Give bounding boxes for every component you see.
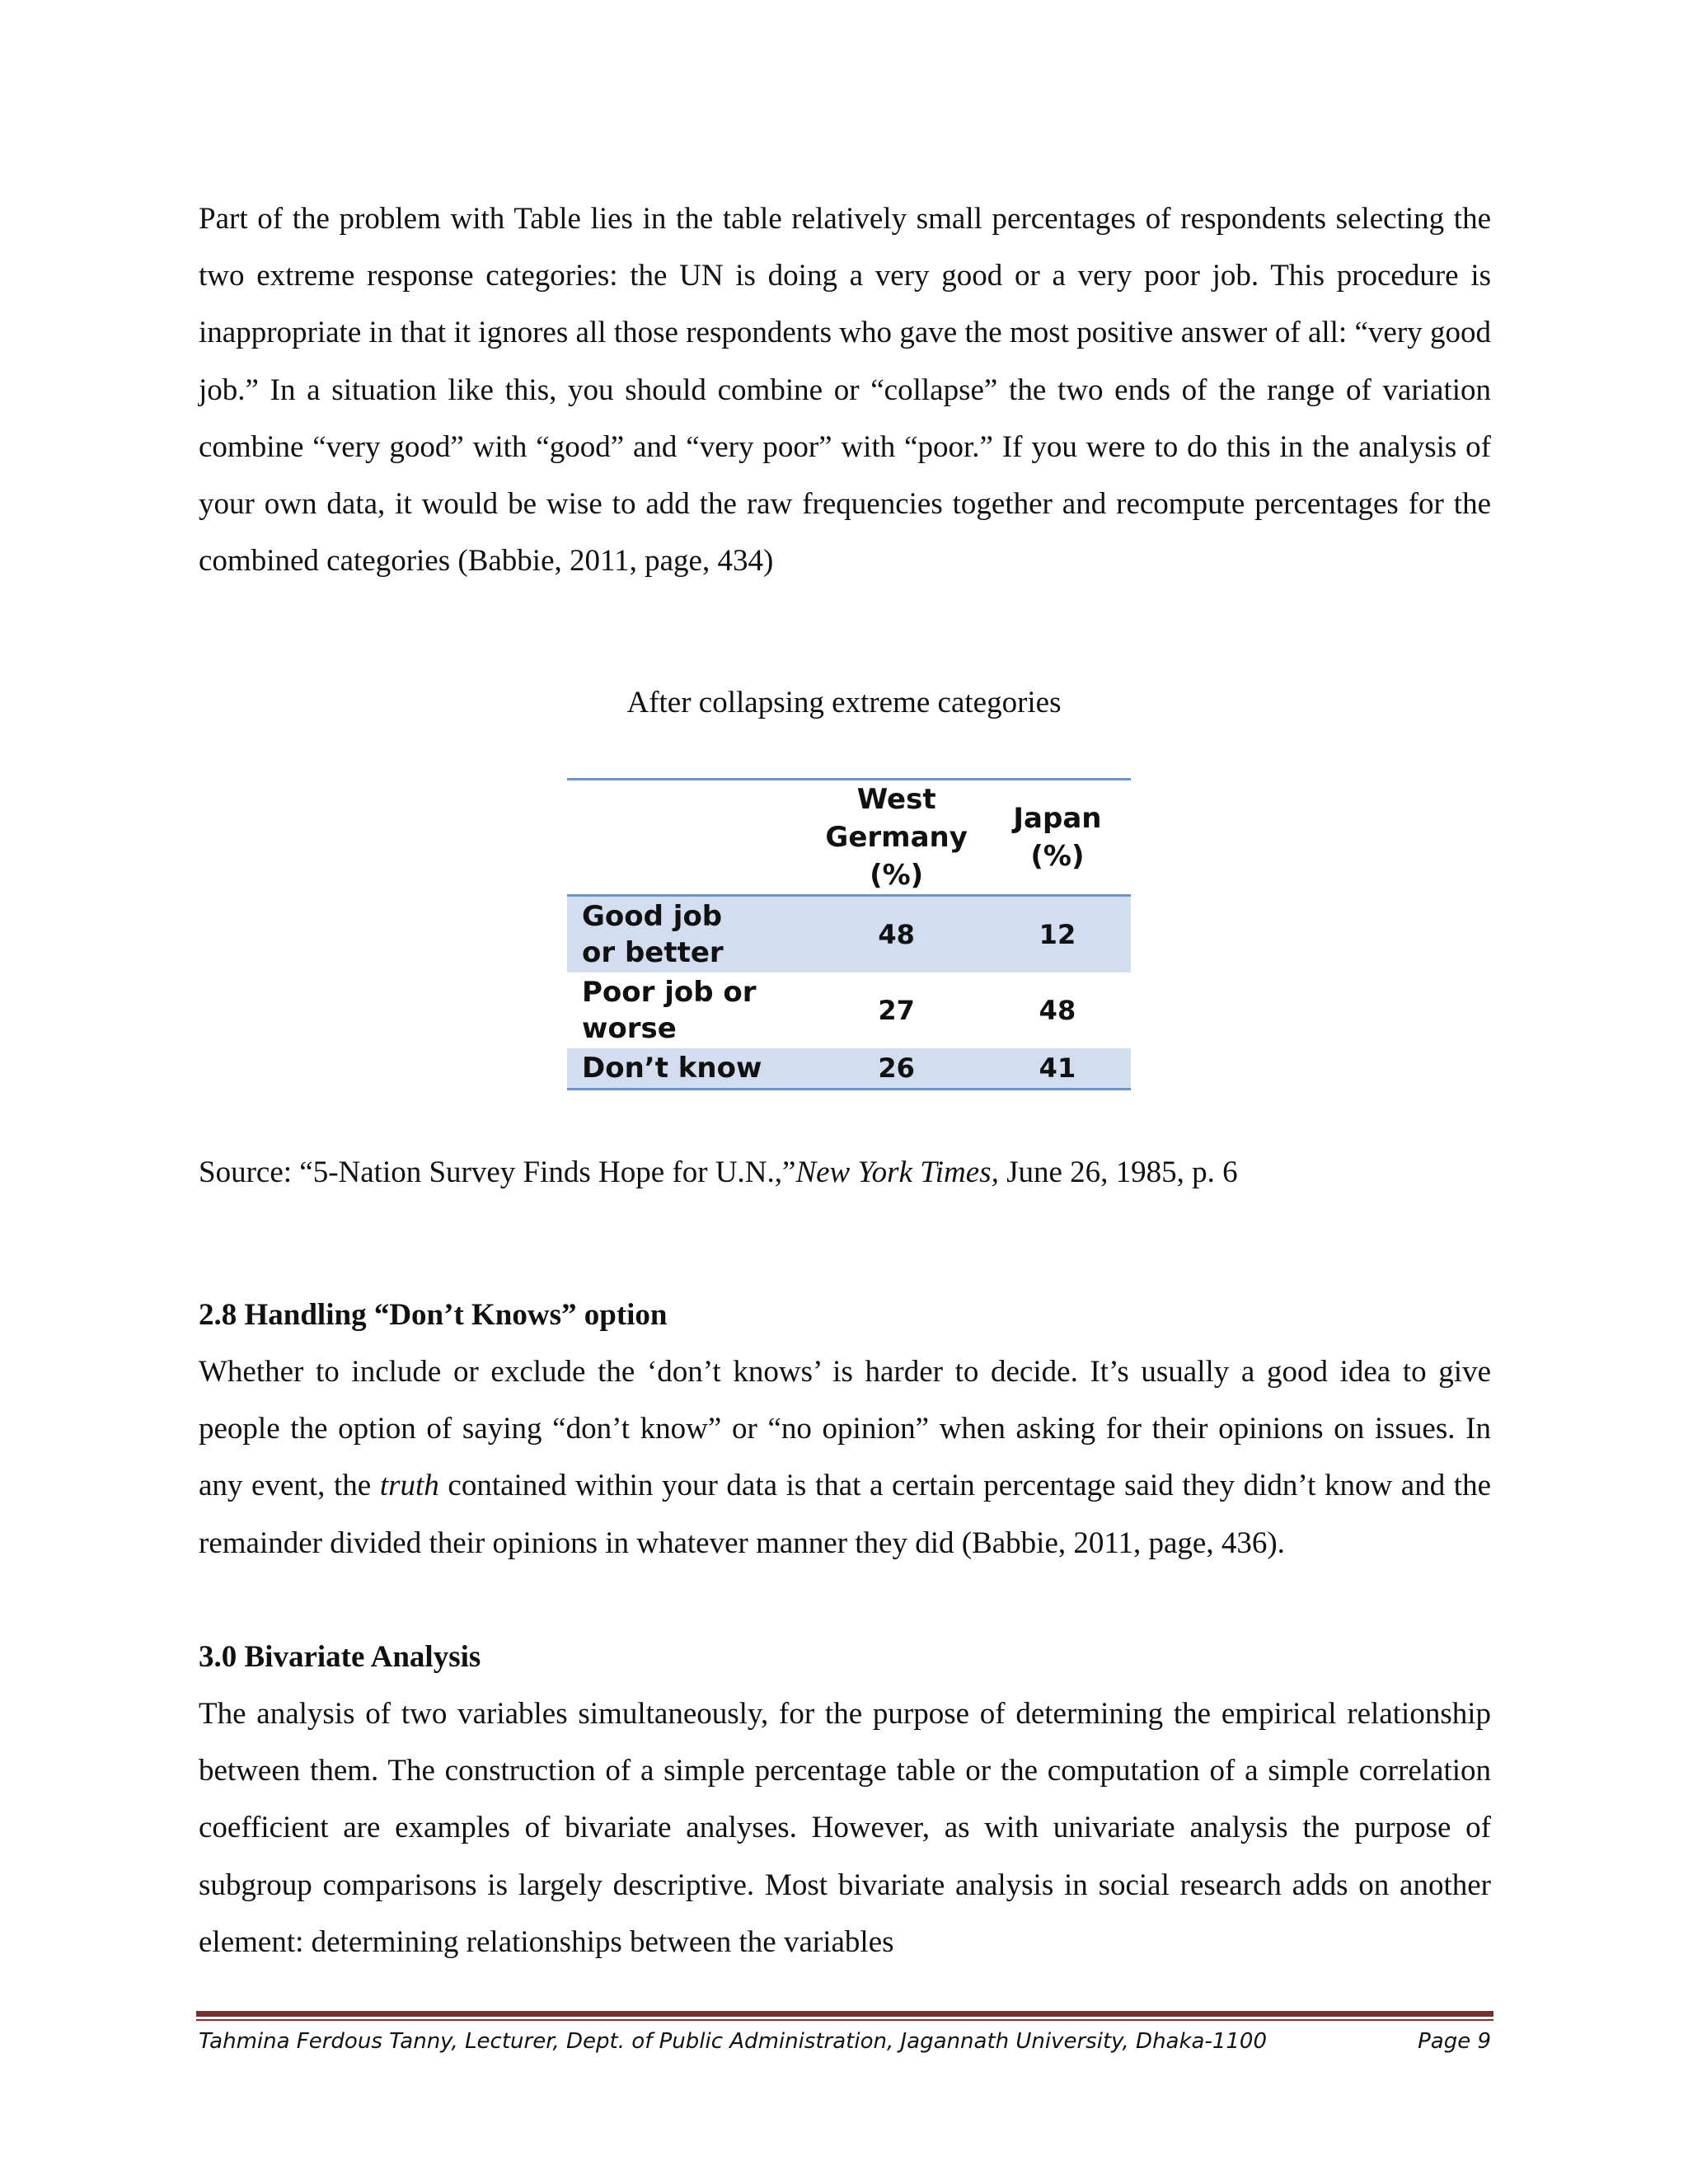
table-header-row (567, 780, 1131, 896)
cell-japan: 48 (1039, 995, 1076, 1026)
table-row (567, 972, 1131, 1048)
section-2-8-heading: 2.8 Handling “Don’t Knows” option (199, 1298, 668, 1332)
intro-paragraph: Part of the problem with Table lies in the table relatively small percentages of respondents selecting the two extreme response categories: the UN is doing a very good or a very poor job. This procedure is inappropriate in that it ignores all those respondents who gave the most positive answer of all: “very good job.” In a situation like this, you should combine or “collapse” the two ends of the range of variation combine “very good” with “good” and “very poor” with “poor.” If you were to do this in the analysis of your own data, it would be wise to add the raw frequencies together and recompute percentages for the combined categories (Babbie, 2011, page, 434) (199, 202, 1491, 579)
source-prefix: Source: “5-Nation Survey Finds Hope for U.N.,” (199, 1155, 796, 1189)
section-2-8-text-before: Whether to include or exclude the ‘don’t knows’ is harder to decide. It’s usually a good idea to give people the option of saying “don’t know” or “no opinion” when asking for their opinions on issues. In any event, the (199, 1355, 1491, 1503)
table-header-japan: Japan (%) (1013, 802, 1102, 873)
cell-west-germany: 27 (878, 995, 915, 1026)
cell-japan: 12 (1039, 919, 1076, 950)
section-3-0-heading: 3.0 Bivariate Analysis (199, 1640, 481, 1674)
cell-west-germany: 26 (878, 1052, 915, 1084)
cell-west-germany: 48 (878, 919, 915, 950)
table-row (567, 1048, 1131, 1090)
table-row (567, 896, 1131, 973)
source-suffix: June 26, 1985, p. 6 (998, 1155, 1238, 1189)
table-header-west-germany: West Germany (%) (825, 783, 968, 892)
footer-divider-thin (196, 2019, 1493, 2021)
row-label: Don’t know (582, 1052, 762, 1085)
table-caption: After collapsing extreme categories (626, 686, 1062, 719)
footer-author: Tahmina Ferdous Tanny, Lecturer, Dept. of Public Administration, Jagannath University, Dhaka-1100 (199, 2029, 1268, 2054)
collapsed-categories-table (567, 778, 1131, 1090)
section-2-8-paragraph (199, 1343, 1491, 1572)
row-label: Good job or better (582, 900, 724, 969)
footer-divider (196, 2011, 1493, 2017)
section-2-8-emphasis: truth (379, 1469, 439, 1503)
section-2-8-text-after: contained within your data is that a certain percentage said they didn’t know and the remainder divided their opinions in whatever manner they did (Babbie, 2011, page, 436). (199, 1469, 1492, 1560)
source-publication: New York Times, (795, 1155, 999, 1189)
cell-japan: 41 (1039, 1052, 1076, 1084)
page-number: Page 9 (1418, 2029, 1491, 2054)
source-citation (199, 1144, 1238, 1201)
row-label: Poor job or worse (582, 976, 757, 1045)
section-3-0-paragraph: The analysis of two variables simultaneously, for the purpose of determining the empirical relationship between them. The construction of a simple percentage table or the computation of a simple correlation coefficient are examples of bivariate analyses. However, as with univariate analysis the purpose of subgroup comparisons is largely descriptive. Most bivariate analysis in social research adds on another element: determining relationships between the variables (199, 1697, 1491, 1959)
table-header-blank (567, 780, 809, 896)
